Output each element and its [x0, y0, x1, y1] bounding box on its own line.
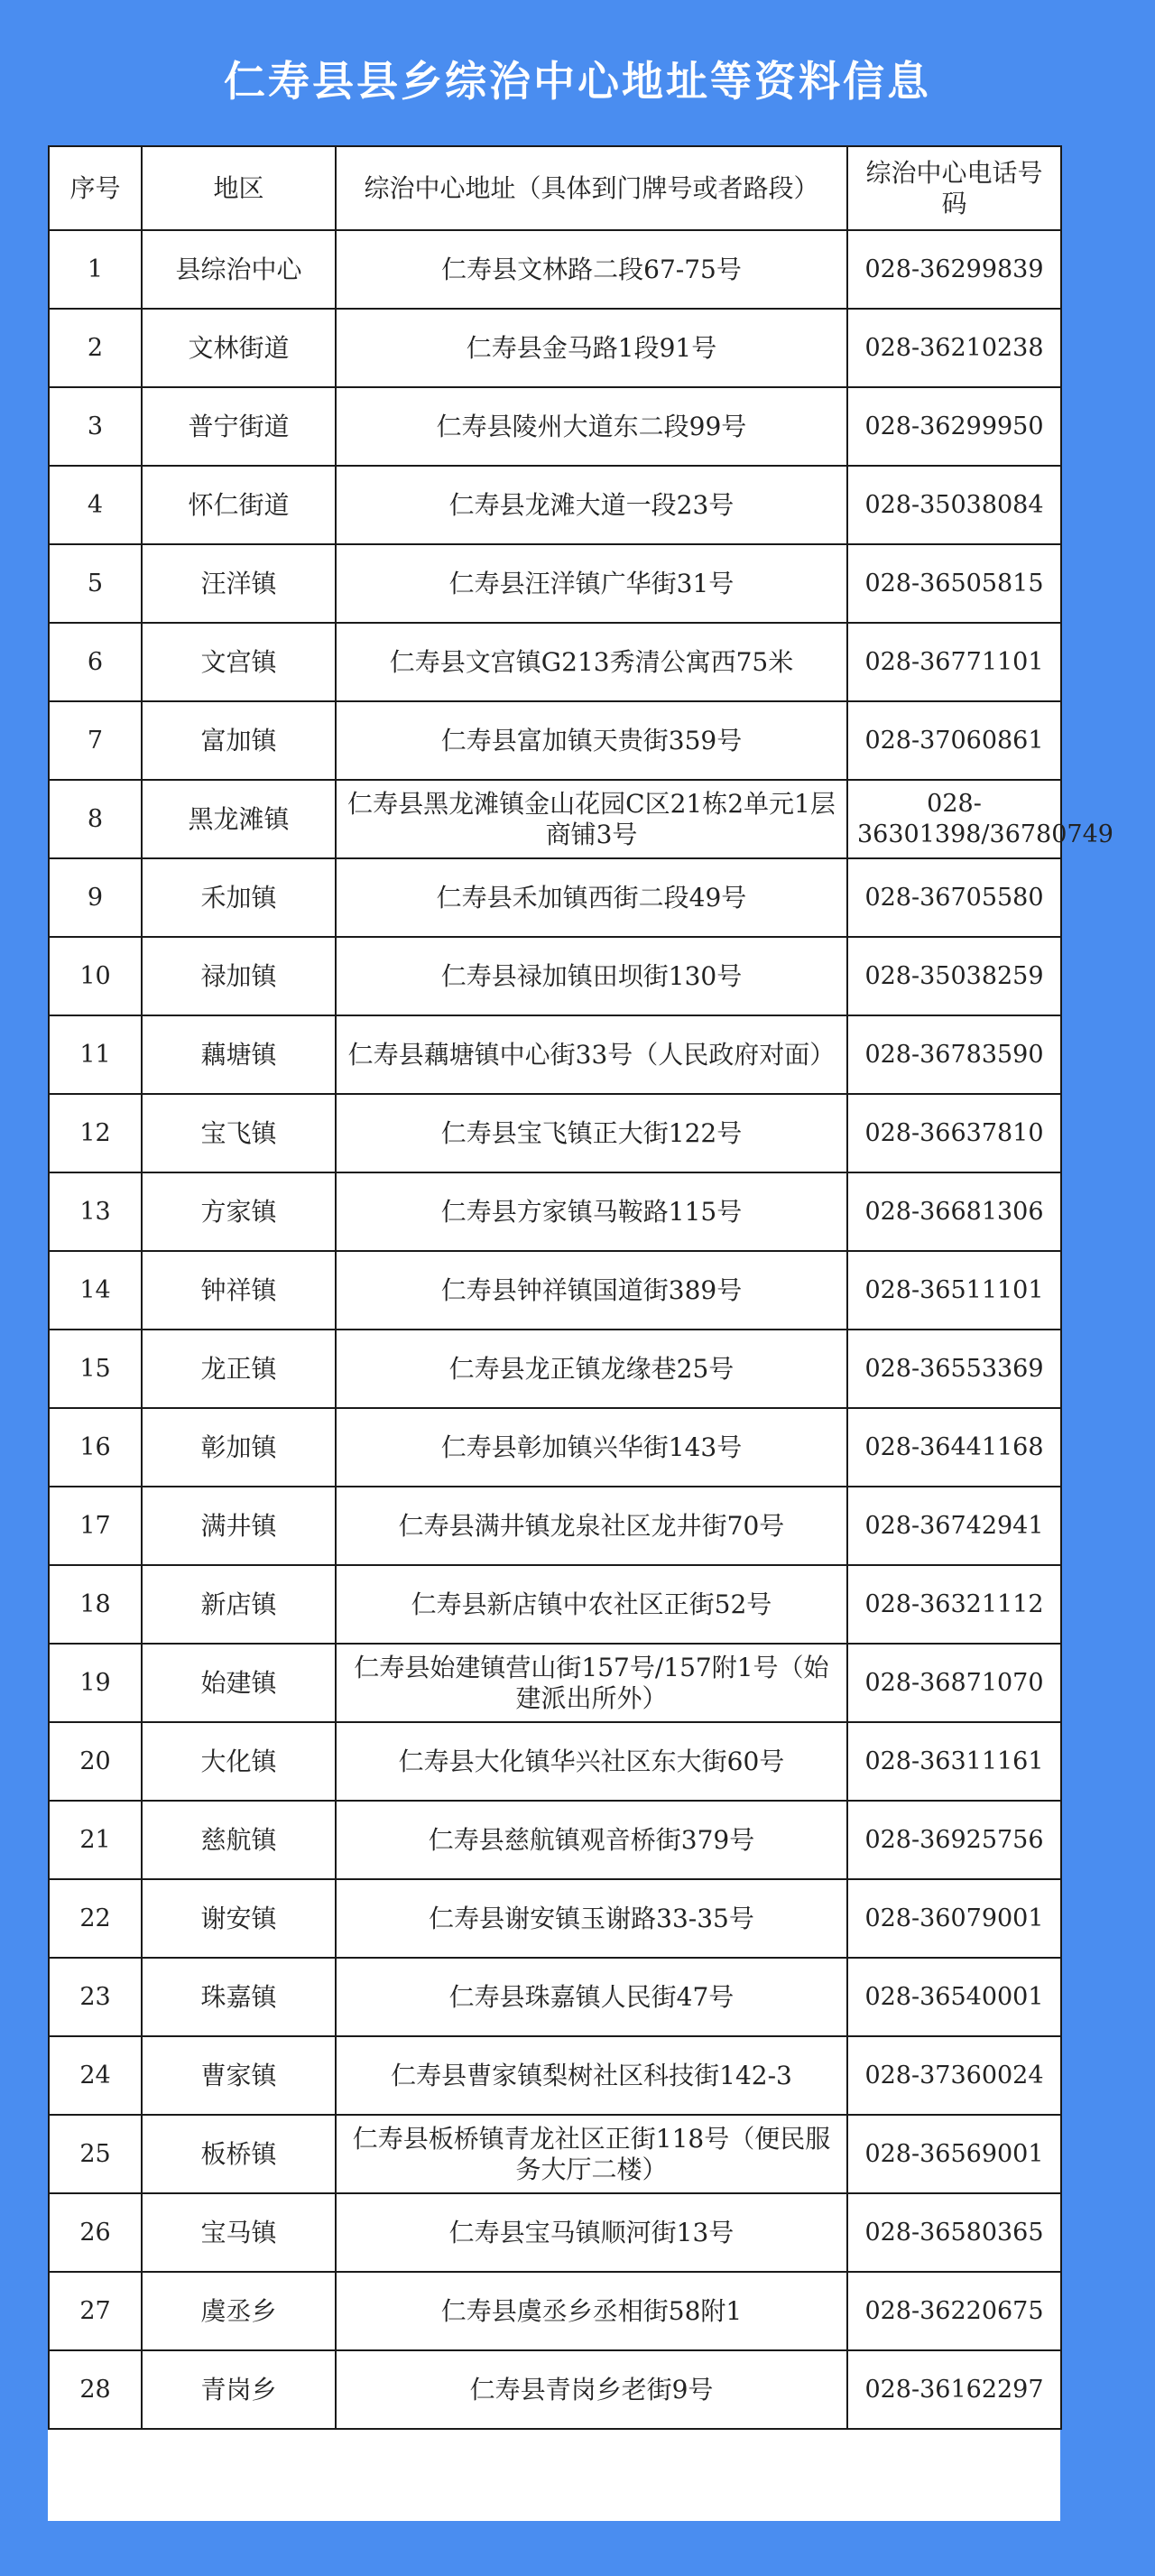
row-region-cell: 大化镇 — [142, 1722, 336, 1801]
row-address-cell: 仁寿县方家镇马鞍路115号 — [336, 1172, 847, 1251]
row-phone-cell: 028-36511101 — [847, 1251, 1061, 1330]
row-index-cell: 3 — [49, 387, 142, 466]
row-phone-cell: 028-36301398/36780749 — [847, 780, 1061, 858]
row-address-cell: 仁寿县禾加镇西街二段49号 — [336, 858, 847, 937]
row-index-cell: 6 — [49, 623, 142, 701]
row-phone-cell: 028-37060861 — [847, 701, 1061, 780]
row-address-cell: 仁寿县彰加镇兴华街143号 — [336, 1408, 847, 1487]
row-index-cell: 26 — [49, 2193, 142, 2272]
table-row — [49, 1801, 1061, 1879]
row-index-cell: 13 — [49, 1172, 142, 1251]
row-address-cell: 仁寿县虞丞乡丞相街58附1 — [336, 2272, 847, 2350]
row-address-cell: 仁寿县慈航镇观音桥街379号 — [336, 1801, 847, 1879]
row-index-cell: 28 — [49, 2350, 142, 2429]
row-region-cell: 满井镇 — [142, 1487, 336, 1565]
row-region-cell: 彰加镇 — [142, 1408, 336, 1487]
row-index-cell: 5 — [49, 544, 142, 623]
row-index-cell: 11 — [49, 1015, 142, 1094]
table-row — [49, 1094, 1061, 1172]
row-phone-cell: 028-36871070 — [847, 1644, 1061, 1722]
table-row — [49, 1408, 1061, 1487]
header-region: 地区 — [142, 146, 336, 230]
table-row — [49, 623, 1061, 701]
row-index-cell: 7 — [49, 701, 142, 780]
row-region-cell: 板桥镇 — [142, 2115, 336, 2193]
row-index-cell: 24 — [49, 2036, 142, 2115]
row-index-cell: 27 — [49, 2272, 142, 2350]
header-address: 综治中心地址（具体到门牌号或者路段） — [336, 146, 847, 230]
row-phone-cell: 028-36925756 — [847, 1801, 1061, 1879]
row-address-cell: 仁寿县珠嘉镇人民街47号 — [336, 1958, 847, 2036]
row-region-cell: 宝马镇 — [142, 2193, 336, 2272]
row-region-cell: 汪洋镇 — [142, 544, 336, 623]
table-row — [49, 858, 1061, 937]
row-index-cell: 16 — [49, 1408, 142, 1487]
row-phone-cell: 028-36580365 — [847, 2193, 1061, 2272]
table-row — [49, 309, 1061, 387]
row-phone-cell: 028-36299839 — [847, 230, 1061, 309]
row-region-cell: 禄加镇 — [142, 937, 336, 1015]
row-region-cell: 谢安镇 — [142, 1879, 336, 1958]
table-row — [49, 2272, 1061, 2350]
row-phone-cell: 028-36705580 — [847, 858, 1061, 937]
row-phone-cell: 028-36771101 — [847, 623, 1061, 701]
table-row — [49, 1251, 1061, 1330]
header-index: 序号 — [49, 146, 142, 230]
table-row — [49, 1958, 1061, 2036]
table-row — [49, 1330, 1061, 1408]
table-row — [49, 2115, 1061, 2193]
row-address-cell: 仁寿县大化镇华兴社区东大街60号 — [336, 1722, 847, 1801]
row-index-cell: 21 — [49, 1801, 142, 1879]
row-index-cell: 9 — [49, 858, 142, 937]
row-region-cell: 曹家镇 — [142, 2036, 336, 2115]
table-row — [49, 1487, 1061, 1565]
row-address-cell: 仁寿县曹家镇梨树社区科技街142-3 — [336, 2036, 847, 2115]
row-address-cell: 仁寿县黑龙滩镇金山花园C区21栋2单元1层商铺3号 — [336, 780, 847, 858]
table-row — [49, 2036, 1061, 2115]
table-row — [49, 937, 1061, 1015]
row-address-cell: 仁寿县始建镇营山街157号/157附1号（始建派出所外） — [336, 1644, 847, 1722]
row-index-cell: 19 — [49, 1644, 142, 1722]
row-region-cell: 文林街道 — [142, 309, 336, 387]
row-region-cell: 慈航镇 — [142, 1801, 336, 1879]
row-region-cell: 宝飞镇 — [142, 1094, 336, 1172]
row-phone-cell: 028-36637810 — [847, 1094, 1061, 1172]
row-index-cell: 25 — [49, 2115, 142, 2193]
row-phone-cell: 028-36220675 — [847, 2272, 1061, 2350]
row-region-cell: 珠嘉镇 — [142, 1958, 336, 2036]
row-address-cell: 仁寿县满井镇龙泉社区龙井街70号 — [336, 1487, 847, 1565]
row-region-cell: 县综治中心 — [142, 230, 336, 309]
row-region-cell: 禾加镇 — [142, 858, 336, 937]
row-address-cell: 仁寿县汪洋镇广华街31号 — [336, 544, 847, 623]
row-phone-cell: 028-37360024 — [847, 2036, 1061, 2115]
row-phone-cell: 028-35038084 — [847, 466, 1061, 544]
table-row — [49, 1644, 1061, 1722]
table-row — [49, 230, 1061, 309]
table-row — [49, 544, 1061, 623]
row-address-cell: 仁寿县龙滩大道一段23号 — [336, 466, 847, 544]
row-index-cell: 12 — [49, 1094, 142, 1172]
table-row — [49, 1722, 1061, 1801]
row-region-cell: 龙正镇 — [142, 1330, 336, 1408]
row-index-cell: 4 — [49, 466, 142, 544]
row-phone-cell: 028-36210238 — [847, 309, 1061, 387]
row-region-cell: 新店镇 — [142, 1565, 336, 1644]
row-index-cell: 2 — [49, 309, 142, 387]
row-region-cell: 钟祥镇 — [142, 1251, 336, 1330]
page-title: 仁寿县县乡综治中心地址等资料信息 — [224, 57, 931, 106]
row-region-cell: 黑龙滩镇 — [142, 780, 336, 858]
row-phone-cell: 028-36505815 — [847, 544, 1061, 623]
table-row — [49, 1015, 1061, 1094]
row-address-cell: 仁寿县藕塘镇中心街33号（人民政府对面） — [336, 1015, 847, 1094]
row-index-cell: 10 — [49, 937, 142, 1015]
row-index-cell: 17 — [49, 1487, 142, 1565]
row-address-cell: 仁寿县新店镇中农社区正街52号 — [336, 1565, 847, 1644]
row-phone-cell: 028-36783590 — [847, 1015, 1061, 1094]
row-phone-cell: 028-36681306 — [847, 1172, 1061, 1251]
row-phone-cell: 028-36299950 — [847, 387, 1061, 466]
row-region-cell: 文宫镇 — [142, 623, 336, 701]
row-address-cell: 仁寿县金马路1段91号 — [336, 309, 847, 387]
row-address-cell: 仁寿县富加镇天贵街359号 — [336, 701, 847, 780]
row-address-cell: 仁寿县谢安镇玉谢路33-35号 — [336, 1879, 847, 1958]
row-region-cell: 普宁街道 — [142, 387, 336, 466]
row-phone-cell: 028-36321112 — [847, 1565, 1061, 1644]
table-row — [49, 387, 1061, 466]
row-address-cell: 仁寿县宝飞镇正大街122号 — [336, 1094, 847, 1172]
row-address-cell: 仁寿县钟祥镇国道街389号 — [336, 1251, 847, 1330]
row-region-cell: 虞丞乡 — [142, 2272, 336, 2350]
table-row — [49, 2193, 1061, 2272]
table-row — [49, 701, 1061, 780]
row-region-cell: 始建镇 — [142, 1644, 336, 1722]
row-address-cell: 仁寿县文宫镇G213秀清公寓西75米 — [336, 623, 847, 701]
row-index-cell: 20 — [49, 1722, 142, 1801]
row-address-cell: 仁寿县禄加镇田坝街130号 — [336, 937, 847, 1015]
table-row — [49, 2350, 1061, 2429]
row-phone-cell: 028-36742941 — [847, 1487, 1061, 1565]
row-phone-cell: 028-36441168 — [847, 1408, 1061, 1487]
row-address-cell: 仁寿县板桥镇青龙社区正街118号（便民服务大厅二楼） — [336, 2115, 847, 2193]
row-region-cell: 怀仁街道 — [142, 466, 336, 544]
row-phone-cell: 028-36162297 — [847, 2350, 1061, 2429]
table-row — [49, 1565, 1061, 1644]
info-table — [48, 145, 1113, 2430]
table-row — [49, 1172, 1061, 1251]
row-index-cell: 14 — [49, 1251, 142, 1330]
table-row — [49, 780, 1061, 858]
row-index-cell: 18 — [49, 1565, 142, 1644]
row-address-cell: 仁寿县宝马镇顺河街13号 — [336, 2193, 847, 2272]
row-phone-cell: 028-36553369 — [847, 1330, 1061, 1408]
header-phone: 综治中心电话号码 — [847, 146, 1061, 230]
info-table-container — [48, 145, 1113, 2521]
row-index-cell: 23 — [49, 1958, 142, 2036]
row-address-cell: 仁寿县陵州大道东二段99号 — [336, 387, 847, 466]
row-index-cell: 1 — [49, 230, 142, 309]
table-body — [49, 230, 1113, 2429]
row-phone-cell: 028-36311161 — [847, 1722, 1061, 1801]
row-address-cell: 仁寿县青岗乡老街9号 — [336, 2350, 847, 2429]
table-row — [49, 466, 1061, 544]
row-phone-cell: 028-35038259 — [847, 937, 1061, 1015]
table-header-row — [49, 146, 1061, 230]
row-index-cell: 15 — [49, 1330, 142, 1408]
row-address-cell: 仁寿县龙正镇龙缘巷25号 — [336, 1330, 847, 1408]
row-phone-cell: 028-36569001 — [847, 2115, 1061, 2193]
row-index-cell: 8 — [49, 780, 142, 858]
row-phone-cell: 028-36079001 — [847, 1879, 1061, 1958]
row-region-cell: 方家镇 — [142, 1172, 336, 1251]
row-address-cell: 仁寿县文林路二段67-75号 — [336, 230, 847, 309]
row-region-cell: 富加镇 — [142, 701, 336, 780]
row-region-cell: 藕塘镇 — [142, 1015, 336, 1094]
row-index-cell: 22 — [49, 1879, 142, 1958]
row-phone-cell: 028-36540001 — [847, 1958, 1061, 2036]
table-row — [49, 1879, 1061, 1958]
row-region-cell: 青岗乡 — [142, 2350, 336, 2429]
